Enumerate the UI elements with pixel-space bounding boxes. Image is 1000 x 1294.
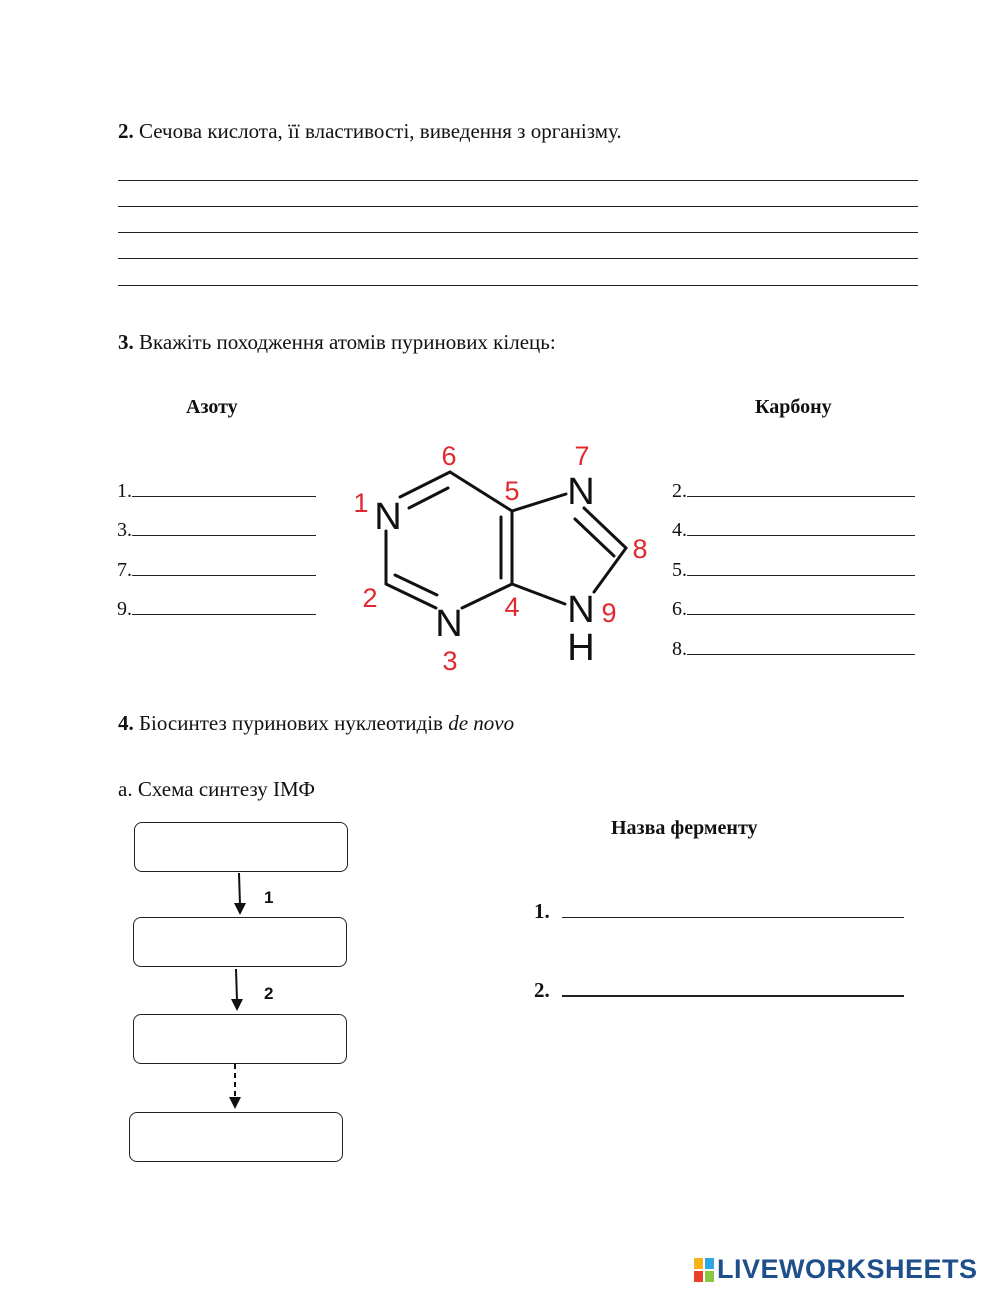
arrow-2 xyxy=(236,969,237,1001)
position-label: 7 xyxy=(574,441,590,471)
carbon-answer-field[interactable] xyxy=(687,517,915,536)
nitrogen-item-number: 1. xyxy=(117,480,132,502)
enzyme-item-number: 1. xyxy=(534,899,550,923)
answer-line[interactable] xyxy=(118,285,918,286)
arrow-3-head xyxy=(229,1097,241,1109)
enzyme-heading: Назва ферменту xyxy=(611,817,758,839)
carbon-item-number: 2. xyxy=(672,480,687,502)
nitrogen-item xyxy=(117,557,316,582)
purine-structure xyxy=(340,430,660,680)
nitrogen-answer-field[interactable] xyxy=(132,517,316,536)
nitrogen-heading: Азоту xyxy=(186,396,238,418)
question-3 xyxy=(118,330,556,355)
position-label: 3 xyxy=(442,646,458,676)
carbon-item-number: 4. xyxy=(672,519,687,541)
carbon-item xyxy=(672,478,915,503)
enzyme-item-number: 2. xyxy=(534,978,550,1002)
scheme-title: а. Схема синтезу ІМФ xyxy=(118,777,315,801)
scheme-box[interactable] xyxy=(134,822,348,872)
arrow-2-head xyxy=(231,999,243,1011)
liveworksheets-logo xyxy=(693,1254,978,1285)
position-label: 6 xyxy=(441,441,457,471)
question-3-number: 3. xyxy=(118,330,134,354)
answer-line[interactable] xyxy=(118,232,918,233)
position-label: 2 xyxy=(362,583,378,613)
question-4-italic: de novo xyxy=(448,711,515,735)
position-label: 4 xyxy=(504,592,520,622)
enzyme-item xyxy=(534,897,904,924)
carbon-answer-field[interactable] xyxy=(687,557,915,576)
atom-n3: N xyxy=(435,603,463,645)
enzyme-answer-field[interactable] xyxy=(562,975,904,997)
carbon-item xyxy=(672,517,915,542)
atom-n1: N xyxy=(374,496,402,538)
enzyme-answer-field[interactable] xyxy=(562,897,904,918)
nitrogen-item xyxy=(117,517,316,542)
position-label: 9 xyxy=(601,598,617,628)
question-4-text: Біосинтез пуринових нуклеотидів xyxy=(139,711,449,735)
nitrogen-item-number: 9. xyxy=(117,598,132,620)
question-4 xyxy=(118,711,514,736)
nitrogen-answer-field[interactable] xyxy=(132,478,316,497)
scheme-box[interactable] xyxy=(129,1112,343,1162)
nitrogen-item xyxy=(117,478,316,503)
nitrogen-answer-field[interactable] xyxy=(132,596,316,615)
question-2 xyxy=(118,119,622,144)
atom-h: H xyxy=(567,627,595,669)
nitrogen-answer-field[interactable] xyxy=(132,557,316,576)
step-number: 1 xyxy=(264,888,274,907)
nitrogen-item xyxy=(117,596,316,621)
answer-line[interactable] xyxy=(118,258,918,259)
logo-text: LIVEWORKSHEETS xyxy=(717,1254,978,1284)
question-2-number: 2. xyxy=(118,119,134,143)
carbon-item xyxy=(672,557,915,582)
answer-line[interactable] xyxy=(118,180,918,181)
carbon-item-number: 8. xyxy=(672,638,687,660)
atom-n7: N xyxy=(567,471,595,513)
question-4-number: 4. xyxy=(118,711,134,735)
position-label: 1 xyxy=(353,488,369,518)
arrow-1 xyxy=(239,873,240,905)
carbon-item-number: 5. xyxy=(672,559,687,581)
carbon-item xyxy=(672,636,915,661)
question-2-text: Сечова кислота, її властивості, виведення з організму. xyxy=(139,119,622,143)
carbon-answer-field[interactable] xyxy=(687,596,915,615)
atom-n9: N xyxy=(567,589,595,631)
logo-icon xyxy=(693,1257,715,1283)
carbon-answer-field[interactable] xyxy=(687,478,915,497)
carbon-item xyxy=(672,596,915,621)
nitrogen-item-number: 7. xyxy=(117,559,132,581)
question-3-text: Вкажіть походження атомів пуринових кілець: xyxy=(139,330,556,354)
position-label: 8 xyxy=(632,534,648,564)
carbon-answer-field[interactable] xyxy=(687,636,915,655)
position-label: 5 xyxy=(504,476,520,506)
step-number: 2 xyxy=(264,984,274,1003)
carbon-item-number: 6. xyxy=(672,598,687,620)
enzyme-item xyxy=(534,975,904,1003)
carbon-heading: Карбону xyxy=(755,396,832,418)
nitrogen-item-number: 3. xyxy=(117,519,132,541)
answer-line[interactable] xyxy=(118,206,918,207)
arrow-1-head xyxy=(234,903,246,915)
